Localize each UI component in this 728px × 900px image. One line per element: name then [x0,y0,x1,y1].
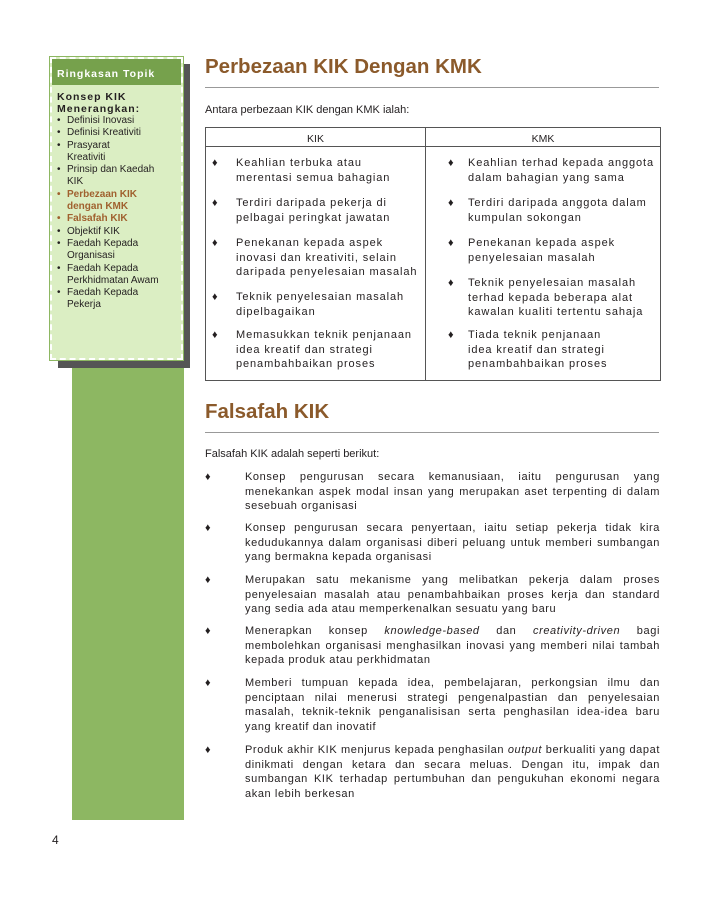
column-divider [425,128,426,380]
section-heading-perbezaan: Perbezaan KIK Dengan KMK [205,55,482,78]
topic-list-item: • Faedah Kepada Perkhidmatan Awam [57,263,181,288]
diamond-bullet-icon: ♦ [205,677,211,689]
philosophy-item-text: Menerapkan konsep knowledge-based dan creativity-driven bagi membolehkan organisasi menghasilkan inovasi yang memberi nilai tambah kepada produk atau perkhidmatan [245,625,660,667]
kmk-text: Keahlian terhad kepada anggota dalam bahagian yang sama [468,157,655,184]
kmk-cell [448,196,660,225]
emphasis-term: knowledge-based [384,625,480,637]
diamond-bullet-icon: ♦ [205,744,211,756]
philosophy-item-text: Konsep pengurusan secara kemanusiaan, iaitu pengurusan yang menekankan aspek modal insan yang merupakan aset terpenting di dalam sesebuah organisasi [245,471,660,513]
philosophy-item [205,743,660,801]
philosophy-item [205,470,660,514]
topic-list [52,115,181,312]
topic-title-line: Menerangkan: [57,103,141,115]
kmk-text: Penekanan kepada aspek penyelesaian masalah [468,237,616,264]
topic-list-item: • Perbezaan KIK dengan KMK [57,189,181,214]
heading-rule [205,432,659,433]
philosophy-item-text: Merupakan satu mekanisme yang melibatkan pekerja dalam proses penyelesaian masalah atau penambahbaikan proses kerja dan standard yang sedia ada atau memperkenalkan sesuatu yang baru [245,574,660,616]
sidebar-green-band [72,362,184,820]
philosophy-item-text: Produk akhir KIK menjurus kepada penghasilan output berkualiti yang dapat dinikmati dengan ketara dan secara meluas. Dengan itu, impak dan sumbangan KIK terhadap pertumbuhan dan pengukuhan ekonomi negara akan lebih berkesan [245,744,660,800]
topic-list-item: • Prinsip dan Kaedah KIK [57,164,181,189]
diamond-bullet-icon: ♦ [205,574,211,586]
kmk-cell [448,276,660,320]
topic-list-item: • Prasyarat Kreativiti [57,140,181,165]
topic-title-line: Konsep KIK [57,91,127,103]
kik-text: Teknik penyelesaian masalah dipelbagaikan [236,291,404,318]
diamond-bullet-icon: ♦ [212,157,219,169]
topic-list-item: • Definisi Kreativiti [57,127,181,139]
diamond-bullet-icon: ♦ [448,329,455,341]
diamond-bullet-icon: ♦ [212,237,219,249]
topic-summary-title [52,85,181,115]
section-intro: Falsafah KIK adalah seperti berikut: [205,448,380,460]
column-header-kmk: KMK [531,133,555,145]
diamond-bullet-icon: ♦ [448,277,455,289]
kmk-text: Tiada teknik penjanaan idea kreatif dan strategi penambahbaikan proses [468,329,608,370]
diamond-bullet-icon: ♦ [205,625,211,637]
kmk-text: Teknik penyelesaian masalah terhad kepada beberapa alat kawalan kualiti tertentu sahaja [468,277,644,318]
topic-list-item: • Faedah Kepada Pekerja [57,287,181,312]
topic-list-item: • Definisi Inovasi [57,115,181,127]
philosophy-item-text: Memberi tumpuan kepada idea, pembelajaran, perkongsian ilmu dan penciptaan nilai menerusi strategi pengenalpastian dan penyelesaian masalah, teknik-teknik penganalisisan serta penghasilan idea-idea baru yang kreatif dan inovatif [245,677,660,733]
kmk-cell [448,236,660,265]
table-header-row [206,128,660,147]
kik-text: Terdiri daripada pekerja di pelbagai peringkat jawatan [236,197,391,224]
diamond-bullet-icon: ♦ [205,471,211,483]
kik-cell [212,290,424,319]
page-number: 4 [52,833,59,847]
topic-list-item: • Falsafah KIK [57,213,181,225]
comparison-table [205,127,661,381]
diamond-bullet-icon: ♦ [212,329,219,341]
topic-list-item: • Objektif KIK [57,226,181,238]
section-heading-falsafah: Falsafah KIK [205,400,330,423]
section-intro: Antara perbezaan KIK dengan KMK ialah: [205,104,410,116]
philosophy-item [205,521,660,565]
topic-summary-header: Ringkasan Topik [52,59,181,85]
diamond-bullet-icon: ♦ [448,197,455,209]
kik-cell [212,236,424,280]
diamond-bullet-icon: ♦ [448,237,455,249]
philosophy-item [205,624,660,668]
kmk-cell [448,156,660,185]
diamond-bullet-icon: ♦ [205,522,211,534]
philosophy-item [205,676,660,734]
heading-rule [205,87,659,88]
kmk-cell [448,328,660,372]
topic-summary-box [50,57,183,360]
diamond-bullet-icon: ♦ [448,157,455,169]
topic-list-item: • Faedah Kepada Organisasi [57,238,181,263]
kmk-text: Terdiri daripada anggota dalam kumpulan sokongan [468,197,647,224]
column-header-kik: KIK [307,133,324,145]
emphasis-term: creativity-driven [532,625,621,637]
kik-text: Penekanan kepada aspek inovasi dan kreativiti, selain daripada penyelesaian masalah [236,237,418,278]
emphasis-term: output [507,744,543,756]
philosophy-item [205,573,660,617]
diamond-bullet-icon: ♦ [212,291,219,303]
philosophy-item-text: Konsep pengurusan secara penyertaan, iaitu setiap pekerja tidak kira kedudukannya dalam organisasi diberi peluang untuk memberi sumbangan yang bermakna kepada organisasi [245,522,660,564]
kik-text: Keahlian terbuka atau merentasi semua bahagian [236,157,391,184]
kik-text: Memasukkan teknik penjanaan idea kreatif dan strategi penambahbaikan proses [236,329,412,370]
diamond-bullet-icon: ♦ [212,197,219,209]
kik-cell [212,196,424,225]
kik-cell [212,328,424,372]
kik-cell [212,156,424,185]
